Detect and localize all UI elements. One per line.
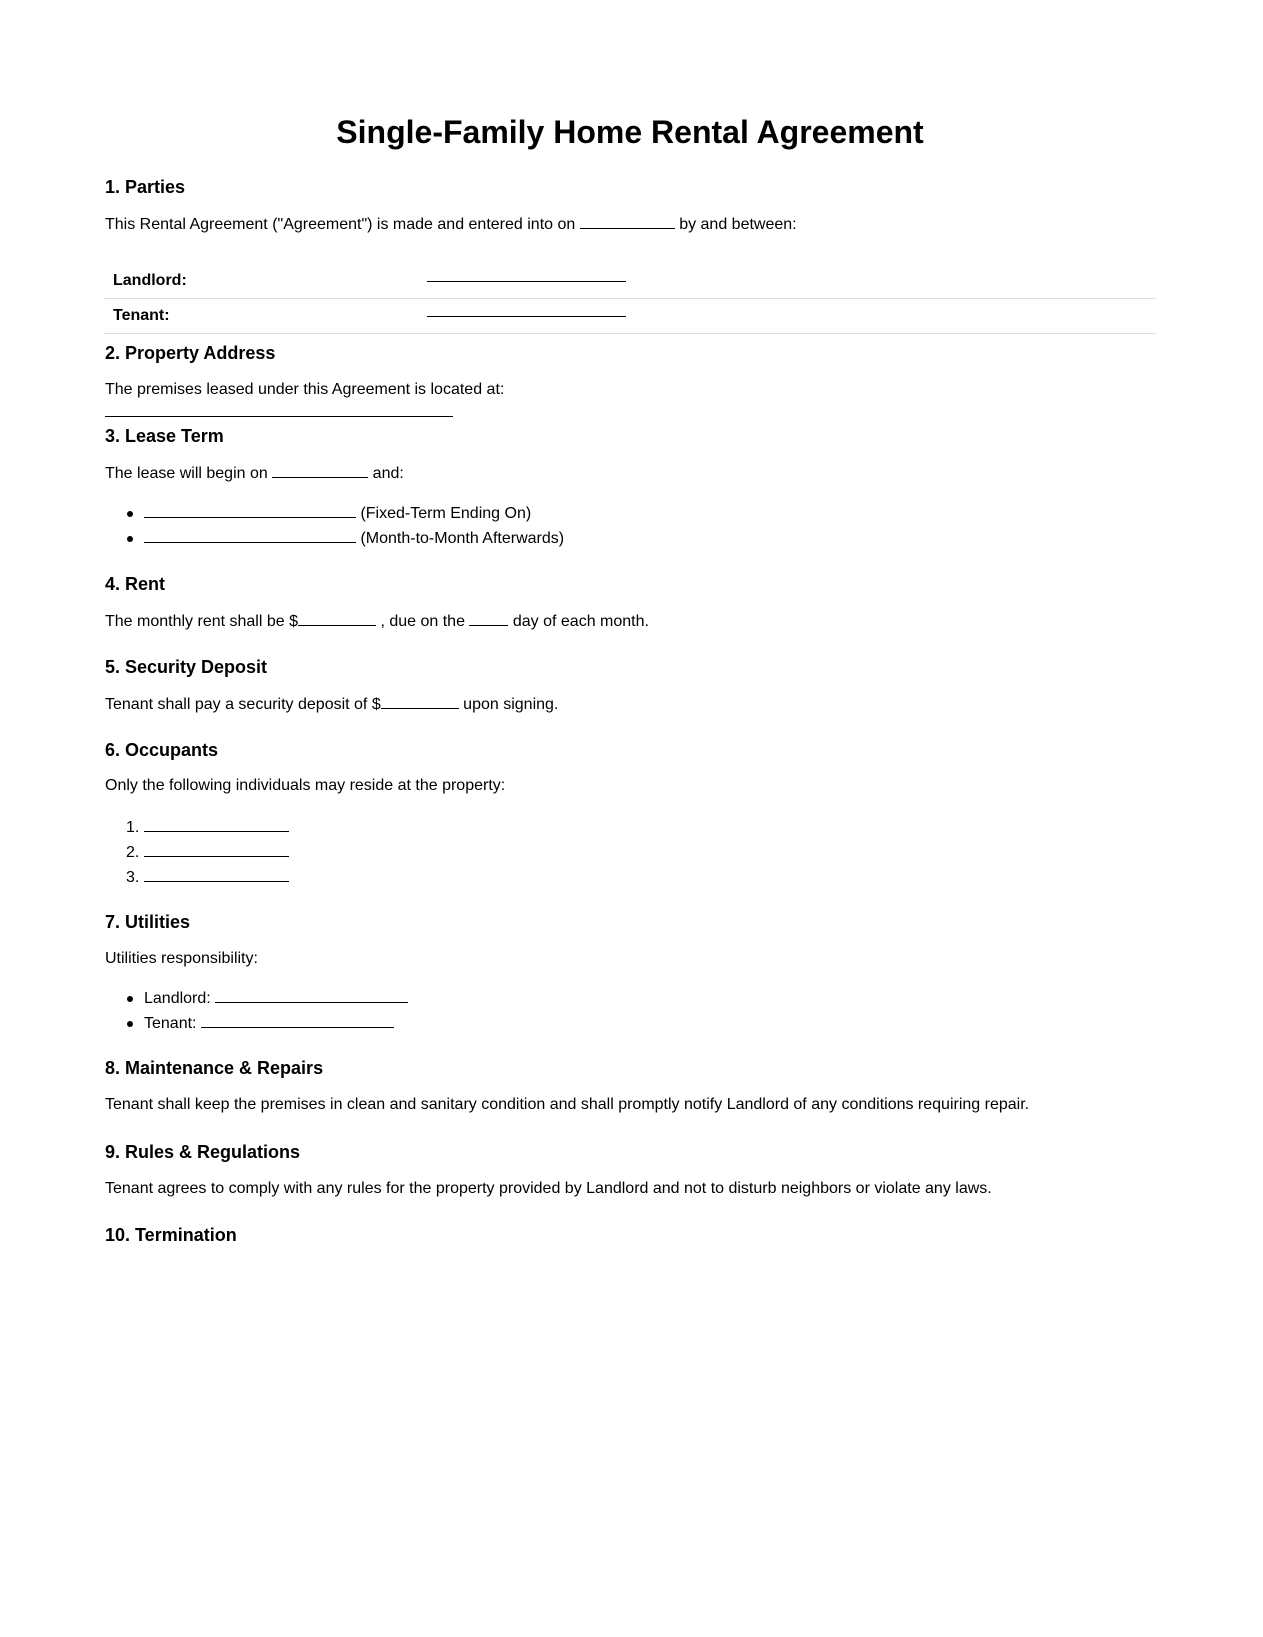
party-value-tenant [427, 299, 1156, 334]
section-heading-rent: 4. Rent [105, 574, 166, 594]
occupant-item [104, 840, 289, 865]
occupant-3-blank[interactable] [144, 867, 289, 882]
property-address-text: The premises leased under this Agreement is located at: [105, 381, 505, 398]
bullet-icon [127, 511, 133, 517]
security-deposit-text [105, 694, 558, 715]
bullet-icon [127, 536, 133, 542]
fixed-term-end-blank[interactable] [144, 503, 356, 518]
section-heading-maintenance: 8. Maintenance & Repairs [105, 1058, 324, 1078]
lease-start-date-blank[interactable] [272, 463, 368, 478]
occupant-item [104, 815, 289, 840]
rules-text: Tenant agrees to comply with any rules for the property provided by Landlord and not to disturb neighbors or violate any laws. [105, 1180, 992, 1197]
maintenance-text: Tenant shall keep the premises in clean and sanitary condition and shall promptly notify Landlord of any conditions requiring repair. [105, 1096, 1030, 1113]
occupant-number: 1. [126, 819, 140, 836]
utilities-text: Utilities responsibility: [105, 950, 258, 967]
party-value-landlord [427, 264, 1156, 299]
lease-option-label: (Month-to-Month Afterwards) [360, 530, 565, 547]
lease-term-intro [105, 463, 404, 484]
section-heading-rules: 9. Rules & Regulations [105, 1142, 301, 1162]
party-label-landlord: Landlord: [104, 264, 427, 299]
deposit-text-after: upon signing. [463, 696, 559, 713]
occupant-2-blank[interactable] [144, 842, 289, 857]
document-title: Single-Family Home Rental Agreement [336, 114, 924, 150]
occupant-1-blank[interactable] [144, 817, 289, 832]
bullet-icon [127, 1021, 133, 1027]
section-heading-termination: 10. Termination [105, 1225, 237, 1245]
landlord-utilities-blank[interactable] [215, 988, 408, 1003]
lease-term-options [104, 501, 564, 551]
lease-option-label: (Fixed-Term Ending On) [360, 505, 532, 522]
section-heading-lease-term: 3. Lease Term [105, 426, 224, 446]
deposit-text-before: Tenant shall pay a security deposit of $ [105, 696, 381, 713]
lease-term-text-after: and: [372, 465, 404, 482]
agreement-date-blank[interactable] [580, 214, 675, 229]
occupant-item [104, 865, 289, 890]
utilities-list [104, 986, 408, 1036]
parties-intro [105, 214, 797, 235]
tenant-utilities-blank[interactable] [201, 1013, 394, 1028]
lease-option-month-to-month [104, 526, 564, 551]
lease-term-text-before: The lease will begin on [105, 465, 268, 482]
monthly-rent-blank[interactable] [298, 611, 376, 626]
month-to-month-blank[interactable] [144, 528, 356, 543]
utilities-item-tenant [104, 1011, 408, 1036]
section-heading-security-deposit: 5. Security Deposit [105, 657, 268, 677]
section-heading-occupants: 6. Occupants [105, 740, 219, 760]
rent-text-after: day of each month. [512, 613, 649, 630]
lease-option-fixed-term [104, 501, 564, 526]
party-row-tenant [104, 299, 1156, 334]
party-label-tenant: Tenant: [104, 299, 427, 334]
parties-text-after: by and between: [679, 216, 797, 233]
rent-text [105, 611, 649, 632]
security-deposit-blank[interactable] [381, 694, 459, 709]
utilities-label: Tenant: [144, 1015, 197, 1032]
occupants-list [104, 815, 289, 890]
rent-due-day-blank[interactable] [469, 611, 508, 626]
party-row-landlord [104, 264, 1156, 299]
occupant-number: 3. [126, 869, 140, 886]
tenant-name-blank[interactable] [427, 307, 626, 317]
utilities-label: Landlord: [144, 990, 211, 1007]
bullet-icon [127, 996, 133, 1002]
section-heading-utilities: 7. Utilities [105, 912, 191, 932]
occupant-number: 2. [126, 844, 140, 861]
section-heading-property-address: 2. Property Address [105, 343, 276, 363]
rent-text-before: The monthly rent shall be $ [105, 613, 298, 630]
occupants-text: Only the following individuals may reside at the property: [105, 777, 506, 794]
rent-text-middle: , due on the [380, 613, 465, 630]
parties-text-before: This Rental Agreement ("Agreement") is made and entered into on [105, 216, 576, 233]
section-heading-parties: 1. Parties [105, 177, 186, 197]
property-address-blank[interactable] [105, 416, 453, 417]
landlord-name-blank[interactable] [427, 272, 626, 282]
utilities-item-landlord [104, 986, 408, 1011]
parties-table [104, 264, 1156, 334]
